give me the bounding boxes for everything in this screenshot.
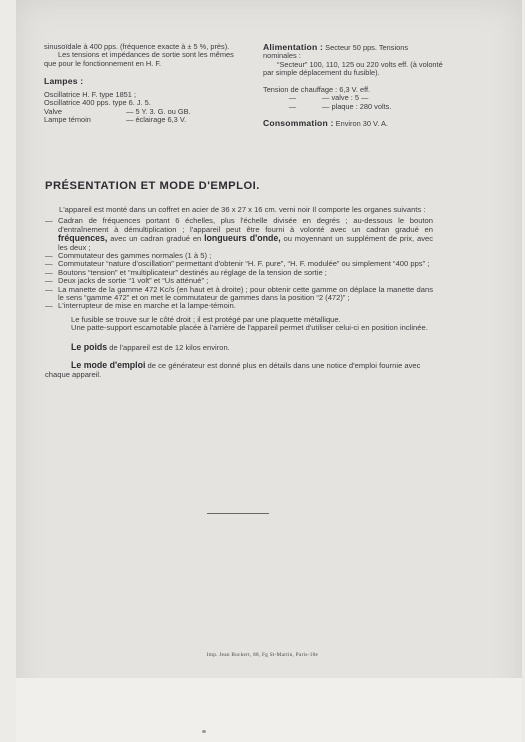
weight-line [45, 343, 433, 352]
lamp-row [44, 116, 237, 124]
lamp-value: — éclairage 6,3 V. [126, 115, 187, 125]
item-text: L'interrupteur de mise en marche et la lampe-témoin. [58, 301, 236, 311]
mode-label: Le mode d'emploi [71, 360, 146, 371]
lamp-name: Oscillatrice H. F. type 1851 ; [44, 90, 137, 100]
item-text: Commutateur des gammes normales (1 à 5) ; [58, 251, 212, 261]
list-item: — L'interrupteur de mise en marche et la lampe-témoin. [45, 302, 433, 310]
voltage-value: — valve : 5 — [322, 93, 369, 103]
item-text: La manette de la gamme 472 Kc/s (en haut et à droite) ; pour obtenir cette gamme on déplace la manette dans le sens “gamme 472” et on met le commutateur de gammes dans la position “2 (472)” ; [58, 284, 433, 303]
lamps-title: Lampes : [44, 75, 84, 86]
item-text: Cadran de fréquences portant 6 échelles, plus l'échelle divisée en degrés ; au-dessous le bouton d'entraînement à démultiplication ; l'appareil peut être fourni à volonté avec un cadran gradué en [58, 216, 433, 234]
item-text: Commutateur “nature d'oscillation” permettant d'obtenir “H. F. pure”, “H. F. modulée” ou simplement “400 pps” ; [58, 259, 430, 269]
consumption-text: Environ 30 V. A. [335, 119, 388, 129]
weight-text: de l'appareil est de 12 kilos environ. [107, 342, 230, 352]
supply-line [263, 43, 443, 61]
list-item: — Commutateur “nature d'oscillation” permettant d'obtenir “H. F. pure”, “H. F. modulée” ou simplement “400 pps” ; [45, 260, 433, 268]
section-heading: PRÉSENTATION ET MODE D'EMPLOI. [45, 180, 260, 192]
mains-text: “Secteur” 100, 110, 125 ou 220 volts eff. (à volonté par simple déplacement du fusible). [263, 59, 443, 77]
body-text [45, 206, 433, 379]
lamps-list [44, 91, 237, 124]
lamp-name: Valve [44, 106, 62, 116]
item-text: avec un cadran gradué en [107, 234, 205, 244]
left-column [44, 43, 237, 124]
item-text: Deux jacks de sortie “1 volt” et “Us atténué” ; [58, 276, 209, 286]
voltage-value: — plaque : 280 volts. [322, 101, 392, 111]
item-text: Boutons “tension” et “multiplicateur” destinés au réglage de la tension de sortie ; [58, 267, 327, 277]
list-item: — La manette de la gamme 472 Kc/s (en haut et à droite) ; pour obtenir cette gamme on déplace la manette dans le sens “gamme 472” et on met le commutateur de gammes dans la position “2 (472)” ; [45, 284, 433, 303]
output-note: Les tensions et impédances de sortie sont les mêmes que pour le fonctionnement en H. F. [44, 50, 234, 68]
heater-text: Tension de chauffage : 6,3 V. eff. [263, 85, 371, 95]
body-intro: L'appareil est monté dans un coffret en acier de 36 x 27 x 16 cm. verni noir Il comporte les organes suivants : [59, 205, 426, 214]
dash-cell: — [288, 93, 297, 103]
intro-text: sinusoïdale à 400 pps. (fréquence exacte à ± 5 %, près). [44, 42, 230, 51]
item-bold: fréquences, [58, 233, 108, 244]
printer-imprint: Imp. Jean Buckert, 88, Fg St-Martin, Paris-10e [206, 652, 319, 658]
list-item: — Boutons “tension” et “multiplicateur” destinés au réglage de la tension de sortie ; [45, 269, 433, 277]
right-column [263, 43, 443, 128]
list-item: — Deux jacks de sortie “1 volt” et “Us atténué” ; [45, 277, 433, 285]
supply-text: Secteur 50 pps. Tensions nominales : [263, 43, 409, 61]
mode-line [45, 361, 433, 379]
divider [207, 513, 269, 514]
mode-text: de ce générateur est donné plus en détails dans une notice d'emploi fournie avec chaque appareil. [45, 361, 421, 379]
list-item: — Commutateur des gammes normales (1 à 5) ; [45, 252, 433, 260]
dash-cell: — [288, 101, 297, 111]
fuse-text: Le fusible se trouve sur le côté droit ; il est protégé par une plaquette métallique. [71, 314, 341, 324]
item-bold: longueurs d'onde, [204, 233, 281, 244]
lamp-value: — 5 Y. 3. G. ou GB. [126, 106, 191, 116]
lamp-name: Oscillatrice 400 pps. type 6. J. 5. [44, 98, 151, 108]
paper-speck [202, 730, 206, 733]
supply-title: Alimentation : [263, 42, 324, 52]
consumption-title: Consommation : [263, 118, 334, 129]
list-item: — Cadran de fréquences portant 6 échelles, plus l'échelle divisée en degrés ; au-dessous le bouton d'entraînement à démultiplication ; l'appareil peut être fourni à volonté avec un cadran gradué en fréquences, avec un cadran gradué en longueurs d'onde, ou moyennant un supplément de prix, avec les deux ; [45, 216, 434, 252]
lamp-name: Lampe témoin [44, 115, 91, 125]
support-text: Une patte-support escamotable placée à l'arrière de l'appareil permet d'utiliser celui-ci en position inclinée. [71, 323, 428, 333]
voltage-row [263, 103, 443, 111]
page-margin [16, 678, 522, 742]
weight-label: Le poids [71, 341, 108, 352]
item-text: ou moyennant un supplément de prix, avec les deux ; [58, 234, 434, 252]
organ-list [45, 217, 433, 310]
consumption-line [263, 119, 443, 128]
